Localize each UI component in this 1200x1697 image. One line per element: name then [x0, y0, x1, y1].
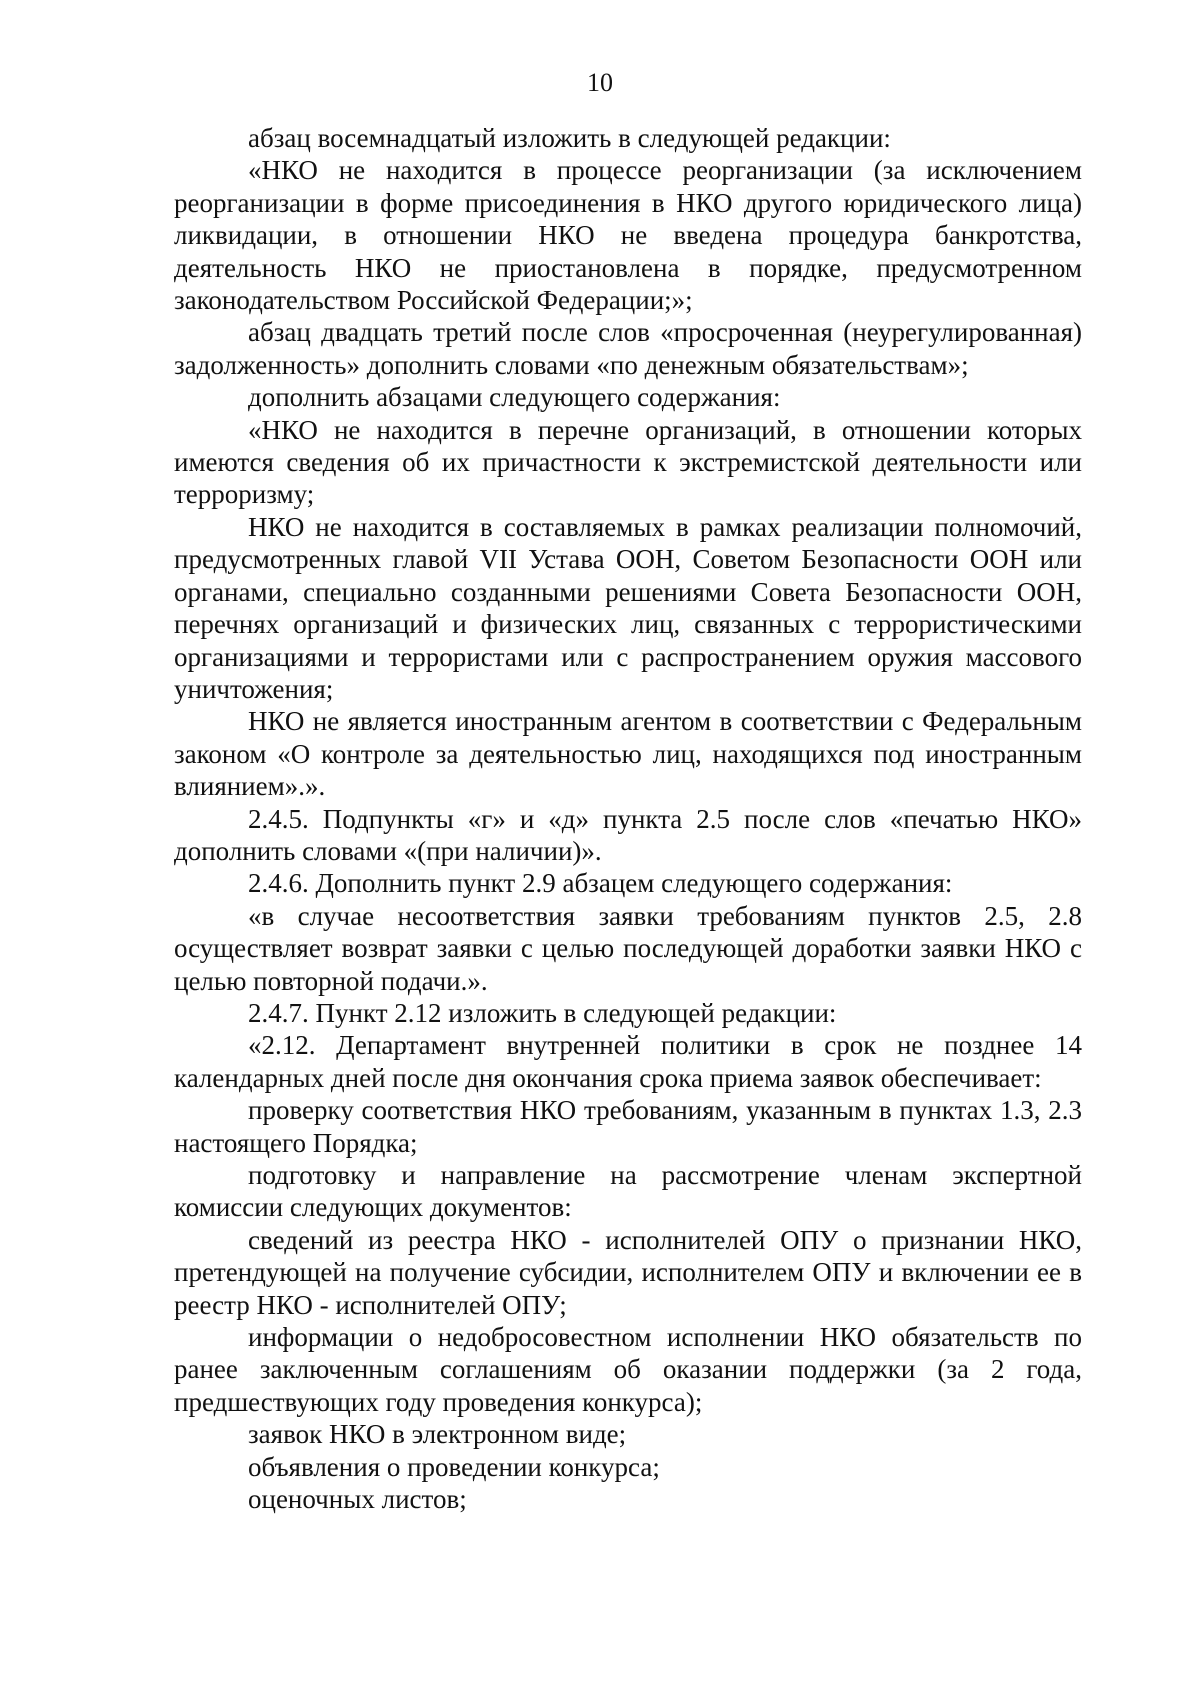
- paragraph: дополнить абзацами следующего содержания:: [248, 382, 781, 413]
- paragraph: 2.4.6. Дополнить пункт 2.9 абзацем следующего содержания:: [248, 868, 953, 899]
- paragraph: подготовку и направление на рассмотрение членам экспертной комиссии следующих документов:: [174, 1160, 1082, 1223]
- paragraph: проверку соответствия НКО требованиям, указанным в пунктах 1.3, 2.3 настоящего Порядка;: [174, 1095, 1082, 1158]
- paragraph: абзац двадцать третий после слов «просроченная (неурегулированная) задолженность» дополнить словами «по денежным обязательствам»;: [174, 317, 1082, 380]
- paragraph: 2.4.7. Пункт 2.12 изложить в следующей редакции:: [248, 997, 837, 1028]
- paragraph: НКО не находится в составляемых в рамках реализации полномочий, предусмотренных главой VII Устава ООН, Советом Безопасности ООН или органами, специально созданными решениями Совета Безопасности ООН, перечнях организаций и физических лиц, связанных с террористическими организациями и террористами или с распространением оружия массового уничтожения;: [174, 511, 1082, 704]
- paragraph: «НКО не находится в процессе реорганизации (за исключением реорганизации в форме присоединения в НКО другого юридического лица) ликвидации, в отношении НКО не введена процедура банкротства, деятельность НКО не приостановлена в порядке, предусмотренном законодательством Российской Федерации;»;: [174, 155, 1082, 316]
- paragraph: оценочных листов;: [248, 1484, 467, 1515]
- paragraph: сведений из реестра НКО - исполнителей ОПУ о признании НКО, претендующей на получение субсидии, исполнителем ОПУ и включении ее в реестр НКО - исполнителей ОПУ;: [174, 1224, 1082, 1320]
- paragraph: «в случае несоответствия заявки требованиям пунктов 2.5, 2.8 осуществляет возврат заявки с целью последующей доработки заявки НКО с целью повторной подачи.».: [174, 900, 1082, 996]
- paragraph: абзац восемнадцатый изложить в следующей редакции:: [248, 123, 891, 153]
- paragraph: информации о недобросовестном исполнении НКО обязательств по ранее заключенным соглашениям об оказании поддержки (за 2 года, предшествующих году проведения конкурса);: [174, 1322, 1082, 1417]
- paragraph: НКО не является иностранным агентом в соответствии с Федеральным законом «О контроле за деятельностью лиц, находящихся под иностранным влиянием».».: [174, 706, 1082, 802]
- paragraph: «НКО не находится в перечне организаций, в отношении которых имеются сведения об их причастности к экстремистской деятельности или терроризму;: [174, 414, 1082, 510]
- paragraph: объявления о проведении конкурса;: [248, 1451, 660, 1482]
- paragraph: заявок НКО в электронном виде;: [248, 1419, 627, 1450]
- page-number: 10: [587, 68, 613, 97]
- paragraph: «2.12. Департамент внутренней политики в срок не позднее 14 календарных дней после дня окончания срока приема заявок обеспечивает:: [174, 1030, 1082, 1093]
- document-body: [174, 122, 1082, 1515]
- paragraph: 2.4.5. Подпункты «г» и «д» пункта 2.5 после слов «печатью НКО» дополнить словами «(при наличии)».: [174, 803, 1082, 866]
